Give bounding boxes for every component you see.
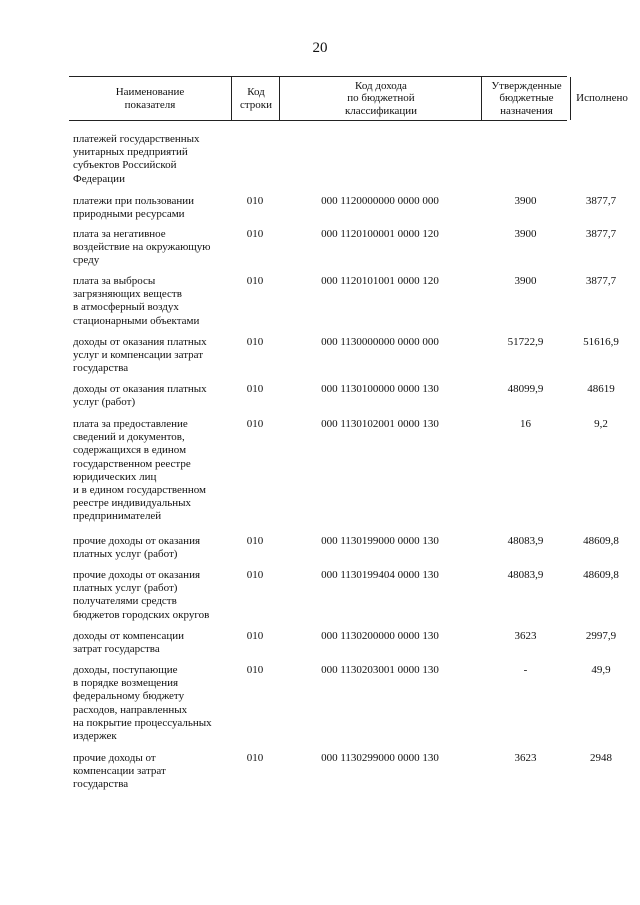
header-income-code: Код дохода по бюджетной классификации [279, 77, 482, 120]
row-executed: 48609,8 [583, 569, 619, 581]
row-name: прочие доходы от компенсации затрат государства [73, 752, 166, 791]
row-approved: 16 [520, 418, 531, 430]
row-executed: 48609,8 [583, 535, 619, 547]
row-code: 010 [246, 383, 264, 395]
row-income-code: 000 1130199000 0000 130 [321, 535, 439, 547]
row-code: 010 [246, 228, 264, 240]
row-name: доходы от компенсации затрат государства [73, 630, 184, 656]
row-income-code: 000 1120100001 0000 120 [321, 228, 439, 240]
row-code: 010 [246, 752, 264, 764]
row-income-code: 000 1120000000 0000 000 [321, 195, 439, 207]
row-name: плата за предоставление сведений и документов, содержащихся в едином государственном реестре юридических лиц и в едином государственном реестре индивидуальных предпринимателей [73, 418, 206, 523]
row-approved: 3900 [514, 228, 537, 240]
row-executed: 2997,9 [585, 630, 617, 642]
row-name: доходы от оказания платных услуг и компенсации затрат государства [73, 336, 207, 375]
row-approved: 48083,9 [507, 535, 544, 547]
row-income-code: 000 1130000000 0000 000 [321, 336, 439, 348]
row-income-code: 000 1120101001 0000 120 [321, 275, 439, 287]
row-code: 010 [246, 535, 264, 547]
table-header [69, 76, 628, 121]
row-approved: 48099,9 [507, 383, 544, 395]
row-income-code: 000 1130200000 0000 130 [321, 630, 439, 642]
row-name: прочие доходы от оказания платных услуг (работ) получателями средств бюджетов городских округов [73, 569, 210, 621]
row-executed: 49,9 [591, 664, 611, 676]
row-code: 010 [246, 630, 264, 642]
row-name: плата за негативное воздействие на окружающую среду [73, 228, 211, 267]
row-code: 010 [246, 664, 264, 676]
header-code: Код строки [231, 77, 280, 120]
row-code: 010 [246, 418, 264, 430]
row-executed: 3877,7 [585, 228, 617, 240]
row-executed: 3877,7 [585, 275, 617, 287]
row-approved: 3623 [514, 752, 537, 764]
header-approved: Утвержденные бюджетные назначения [481, 77, 571, 120]
row-name: платежи при пользовании природными ресурсами [73, 195, 195, 221]
row-approved: 3623 [514, 630, 537, 642]
row-name: прочие доходы от оказания платных услуг (работ) [73, 535, 201, 561]
row-executed: 9,2 [594, 418, 608, 430]
row-approved: 3900 [514, 275, 537, 287]
row-income-code: 000 1130203001 0000 130 [321, 664, 439, 676]
row-name: доходы от оказания платных услуг (работ) [73, 383, 207, 409]
row-executed: 3877,7 [585, 195, 617, 207]
row-code: 010 [246, 336, 264, 348]
row-code: 010 [246, 195, 264, 207]
row-executed: 2948 [590, 752, 612, 764]
row-name: доходы, поступающие в порядке возмещения федеральному бюджету расходов, направленных на покрытие процессуальных издержек [73, 664, 212, 743]
row-executed: 48619 [587, 383, 615, 395]
row-income-code: 000 1130199404 0000 130 [321, 569, 439, 581]
row-approved: 48083,9 [507, 569, 544, 581]
row-approved: 51722,9 [507, 336, 544, 348]
row-approved: 3900 [514, 195, 537, 207]
row-code: 010 [246, 569, 264, 581]
row-name: плата за выбросы загрязняющих веществ в атмосферный воздух стационарными объектами [73, 275, 200, 327]
header-executed: Исполнено [570, 77, 633, 120]
page-number: 20 [312, 40, 328, 56]
row-income-code: 000 1130299000 0000 130 [321, 752, 439, 764]
row-name: платежей государственных унитарных предприятий субъектов Российской Федерации [73, 133, 200, 185]
row-approved: - [523, 664, 528, 676]
budget-table [69, 76, 628, 791]
row-income-code: 000 1130100000 0000 130 [321, 383, 439, 395]
row-income-code: 000 1130102001 0000 130 [321, 418, 439, 430]
header-name: Наименование показателя [115, 86, 185, 111]
row-executed: 51616,9 [583, 336, 619, 348]
row-code: 010 [246, 275, 264, 287]
